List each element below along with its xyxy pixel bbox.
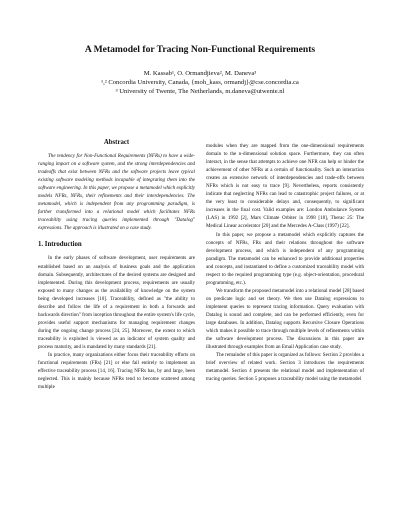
right-paragraph-4: The remainder of this paper is organized as follows: Section 2 provides a brief overview of related work. Section 3 introduces the requirements metamodel. Section 4 presents the relational model and implementation of tracing queries. Section 5 proposes a traceability model using the metamodel	[206, 352, 364, 383]
intro-paragraph-2: In practice, many organizations either focus their traceability efforts on functional requirements (FRs) [21] or else fail entirely to implement an effective traceability process [14, 16]. Tracing NFRs has, by and large, been neglected. This is mainly because NFRs tend to become scattered among multiple	[38, 352, 195, 391]
right-paragraph-3: We transform the proposed metamodel into a relational model [28] based on predicate logic and set theory. We then use Datalog expressions to implement queries to represent tracing information. Query evaluation with Datalog is sound and complete, and can be performed efficiently, even for large databases. In addition, Datalog supports Recursive Closure Operations which makes it possible to trace through multiple levels of refinements within the software development process. The discussions in this paper are illustrated through examples from an Email Application case study.	[206, 287, 364, 351]
affiliation-1: ¹,² Concordia University, Canada, {moh_kass, ormandj}@cse.concordia.ca	[101, 79, 299, 86]
intro-paragraph-1: In the early phases of software development, user requirements are established based on an analysis of business goals and the application domain. Subsequently, architectures of the desired systems are designed and implemented. During this development process, requirements are usually exposed to many changes as the availability of knowledge on the system being developed increases [10]. Traceability, defined as "the ability to describe and follow the life of a requirement in both a forwards and backwards direction" from inception throughout the entire system's life cycle, provides useful support mechanisms for managing requirement changes during the ongoing change process [24, 25]. Moreover, the extent to which traceability is exploited is viewed as an indicator of system quality and process maturity, and is mandated by many standards [21].	[38, 255, 195, 350]
section-1-heading: 1. Introduction	[38, 241, 82, 249]
right-column	[206, 142, 364, 383]
author-names: M. Kassab¹, O. Ormandjieva², M. Daneva³	[143, 70, 257, 77]
right-paragraph-2: In this paper, we propose a metamodel which explicitly captures the concepts of NFRs, FRs and their relations throughout the software development process, and which is independent of any programming paradigm. The metamodel can be enhanced to provide additional properties and concepts, and instantiated to define a customized traceability model with respect to the required programming type (e.g. object-orientation, procedural programming, etc.).	[206, 231, 364, 286]
author-block	[0, 69, 400, 96]
affiliation-2: ³ University of Twente, The Netherlands, m.daneva@utwente.nl	[115, 88, 285, 95]
right-paragraph-1: modules when they are mapped from the one-dimensional requirements domain to the n-dimensional solution space. Furthermore, they can often interact, in the sense that attempts to achieve one NFR can help or hinder the achievement of other NFRs at a certain of functionality. Such an interaction creates an extensive network of interdependencies and trade-offs between NFRs which is not easy to trace [9]. Nevertheless, reports consistently indicate that neglecting NFRs can lead to catastrophic project failures, or at the very least to considerable delays and, consequently, to significant increases in the final cost. Valid examples are: London Ambulance System (LAS) in 1992 [2], Mars Climate Orbiter in 1998 [18], Therac 25: The Medical Linear accelerator [20] and the Mercedes A-Class (1997) [22].	[206, 143, 364, 230]
abstract-heading: Abstract	[103, 139, 130, 146]
left-column	[38, 138, 195, 391]
abstract-text: The tendency for Non-Functional Requirements (NFRs) to have a wide-ranging impact on a software system, and the strong interdependencies and tradeoffs that exist between NFRs and the software projects leave typical existing software modeling methods incapable of integrating them into the software engineering. In this paper, we propose a metamodel which explicitly models NFRs, NFRs, their refinements and their interdependencies. The metamodel, which is independent from any programming paradigm, is further transformed into a relational model which facilitates NFRs traceability using tracing queries implemented through "Datalog" expressions. The approach is illustrated on a case study.	[38, 153, 195, 232]
paper-title: A Metamodel for Tracing Non-Functional Requirements	[84, 44, 316, 55]
